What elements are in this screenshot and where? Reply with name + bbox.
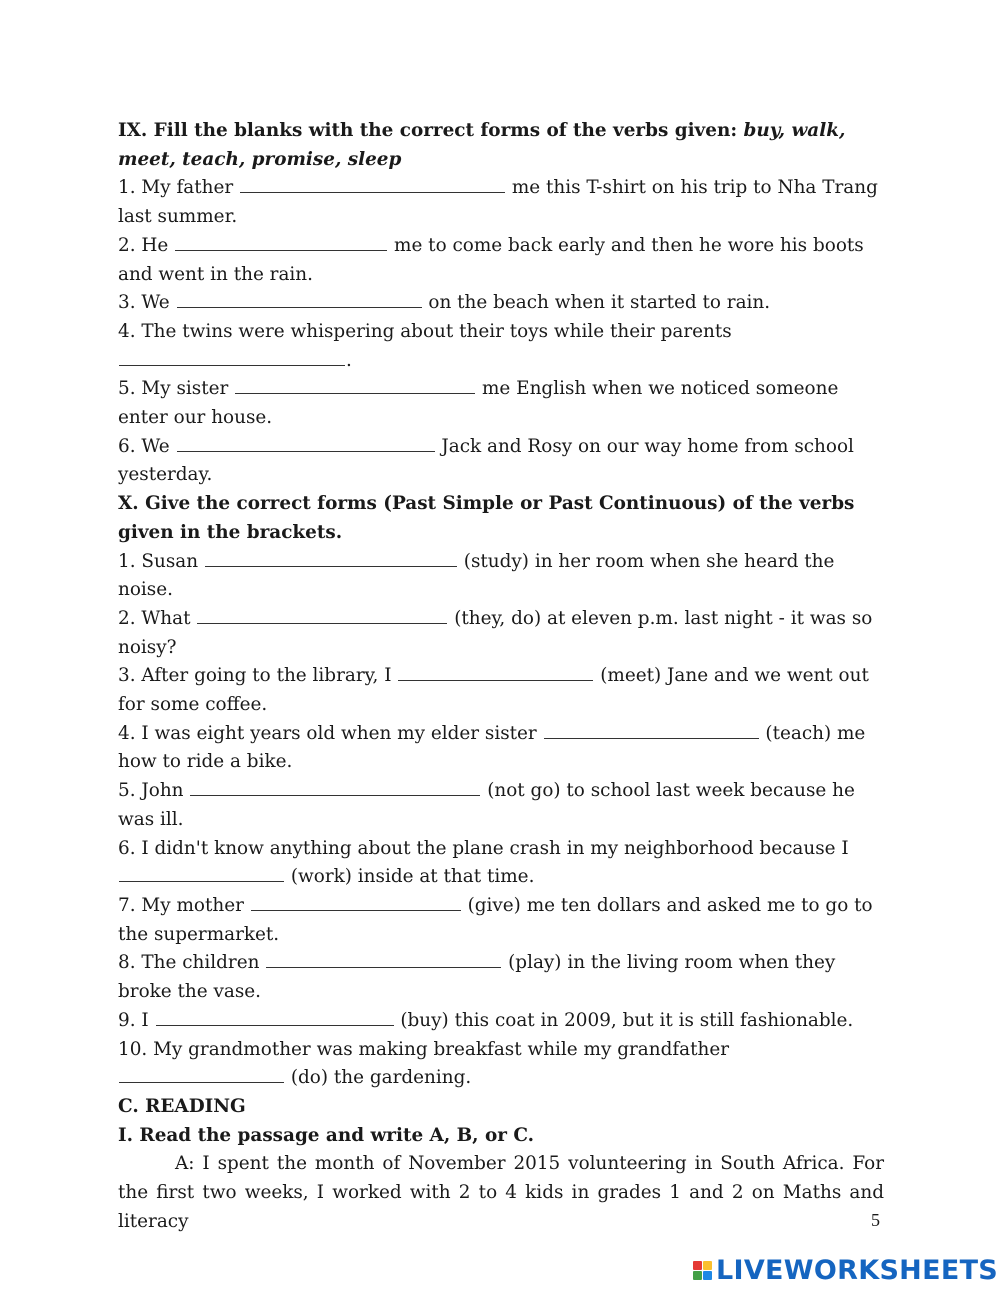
answer-blank[interactable] [197, 622, 447, 624]
item-text: 2. He [118, 234, 175, 256]
reading-section-title: C. READING [118, 1095, 246, 1117]
exercise-x-item-5 [118, 777, 884, 834]
reading-task-title: I. Read the passage and write A, B, or C. [118, 1124, 535, 1146]
item-text: 5. My sister [118, 378, 235, 400]
item-text: 4. I was eight years old when my elder sister [118, 722, 543, 744]
item-text: (not go) to school last week because he was ill. [118, 780, 855, 830]
exercise-x-item-10 [118, 1036, 884, 1093]
exercise-x-item-1 [118, 548, 884, 605]
item-text: 3. After going to the library, I [118, 665, 398, 687]
reading-passage: A: I spent the month of November 2015 volunteering in South Africa. For the first two weeks, I worked with 2 to 4 kids in grades 1 and 2 on Maths and literacy [118, 1153, 884, 1232]
exercise-x-item-8 [118, 949, 884, 1006]
logo-square-icon [693, 1261, 702, 1270]
item-text: 2. What [118, 607, 197, 629]
exercise-ix-item-5 [118, 375, 884, 432]
item-text: 7. My mother [118, 894, 250, 916]
answer-blank[interactable] [177, 450, 435, 452]
item-text: (buy) this coat in 2009, but it is still fashionable. [394, 1009, 854, 1031]
item-text: on the beach when it started to rain. [422, 292, 771, 314]
exercise-x-item-6 [118, 835, 884, 892]
answer-blank[interactable] [251, 909, 461, 911]
item-text: (do) the gardening. [285, 1067, 472, 1089]
answer-blank[interactable] [240, 191, 505, 193]
answer-blank[interactable] [544, 737, 759, 739]
item-text: me this T-shirt on his trip to Nha Trang last summer. [118, 177, 878, 228]
answer-blank[interactable] [177, 306, 422, 308]
item-text: 9. I [118, 1009, 155, 1031]
item-text: 1. My father [118, 177, 239, 199]
exercise-x-heading: X. Give the correct forms (Past Simple or Past Continuous) of the verbs given in the brackets. [118, 493, 855, 543]
exercise-ix-item-1 [118, 174, 884, 231]
item-text: (play) in the living room when they broke the vase. [118, 952, 836, 1003]
worksheet-content [118, 117, 884, 1236]
answer-blank[interactable] [119, 1081, 284, 1083]
exercise-x-item-7 [118, 892, 884, 949]
item-text: (work) inside at that time. [285, 866, 535, 888]
answer-blank[interactable] [175, 249, 387, 251]
logo-square-icon [693, 1271, 702, 1280]
answer-blank[interactable] [119, 364, 345, 366]
exercise-x-item-3 [118, 662, 884, 719]
exercise-ix-heading [118, 117, 884, 174]
item-text: (they, do) at eleven p.m. last night - it was so noisy? [118, 607, 873, 658]
item-text: 6. We [118, 435, 176, 457]
item-text: 6. I didn't know anything about the plane crash in my neighborhood because I [118, 837, 849, 859]
item-text: (study) in her room when she heard the noise. [118, 550, 835, 601]
exercise-x-item-9 [118, 1007, 884, 1036]
exercise-ix-item-2 [118, 232, 884, 289]
exercise-x-item-2 [118, 605, 884, 662]
answer-blank[interactable] [398, 679, 593, 681]
item-text: 1. Susan [118, 550, 204, 572]
liveworksheets-logo [693, 1253, 998, 1287]
item-text: (teach) me how to ride a bike. [118, 722, 866, 773]
item-text: 4. The twins were whispering about their toys while their parents [118, 320, 732, 342]
exercise-ix-verbs: buy, walk, meet, teach, promise, sleep [118, 120, 846, 170]
exercise-ix-item-3 [118, 289, 884, 318]
answer-blank[interactable] [205, 565, 457, 567]
item-text: 8. The children [118, 952, 266, 974]
answer-blank[interactable] [235, 392, 475, 394]
liveworksheets-logo-icon [693, 1261, 712, 1280]
item-text: 10. My grandmother was making breakfast while my grandfather [118, 1038, 730, 1060]
answer-blank[interactable] [190, 794, 480, 796]
exercise-ix-item-6 [118, 433, 884, 490]
answer-blank[interactable] [119, 880, 284, 882]
logo-square-icon [703, 1271, 712, 1280]
item-text: (meet) Jane and we went out for some coffee. [118, 665, 869, 716]
exercise-ix-title: IX. Fill the blanks with the correct forms of the verbs given: [118, 120, 744, 141]
item-text: Jack and Rosy on our way home from school yesterday. [118, 435, 854, 486]
answer-blank[interactable] [266, 966, 501, 968]
liveworksheets-logo-text: LIVEWORKSHEETS [716, 1254, 999, 1286]
item-text: 5. John [118, 780, 190, 802]
item-text: 3. We [118, 292, 176, 314]
answer-blank[interactable] [156, 1024, 394, 1026]
item-text: me English when we noticed someone enter our house. [118, 378, 839, 429]
exercise-x-item-4 [118, 720, 884, 777]
page-number: 5 [871, 1210, 880, 1230]
logo-square-icon [703, 1261, 712, 1270]
item-text: (give) me ten dollars and asked me to go to the supermarket. [118, 894, 873, 945]
item-text: me to come back early and then he wore his boots and went in the rain. [118, 234, 864, 285]
item-text: . [346, 349, 352, 371]
exercise-ix-item-4 [118, 318, 884, 375]
